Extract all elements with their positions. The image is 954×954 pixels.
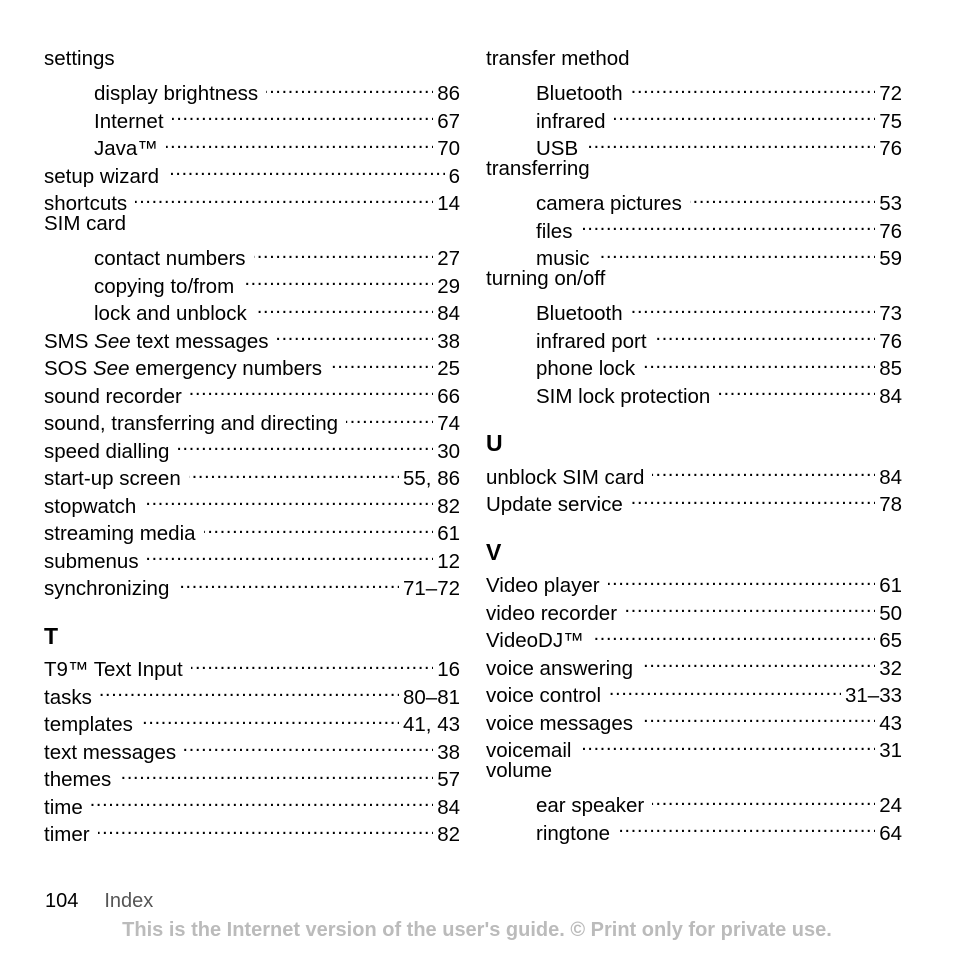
- dot-leader: [586, 128, 875, 156]
- dot-leader: [346, 403, 433, 431]
- page-reference: 71–72: [402, 577, 460, 600]
- term-text: Bluetooth: [536, 302, 623, 325]
- dot-leader: [254, 238, 434, 266]
- index-entry-video-player: [486, 565, 902, 597]
- term-text: start-up screen: [44, 467, 181, 490]
- term-text: copying to/from: [94, 274, 235, 298]
- page-reference: 38: [437, 740, 460, 764]
- dot-leader: [580, 210, 875, 238]
- dot-leader: [614, 100, 876, 128]
- section-letter-v: V: [486, 538, 502, 565]
- dot-leader: [609, 675, 841, 703]
- page-reference: 57: [437, 768, 460, 791]
- index-term: [536, 820, 610, 848]
- index-term: [44, 821, 90, 849]
- dot-leader: [144, 485, 433, 513]
- page-reference: 59: [879, 247, 902, 270]
- term-text: transferring: [486, 157, 590, 180]
- term-text: SIM lock protection: [536, 384, 711, 408]
- page-reference: 6: [448, 164, 460, 188]
- index-subentry-bluetooth: [486, 293, 902, 325]
- dot-leader: [579, 730, 875, 758]
- index-term: [44, 328, 269, 356]
- page-reference: 38: [437, 329, 460, 353]
- dot-leader: [141, 704, 399, 732]
- term-text: setup wizard: [44, 164, 160, 188]
- term-text: files: [536, 219, 573, 243]
- page-reference: 41, 43: [403, 713, 460, 736]
- page-reference: 12: [437, 549, 460, 573]
- see-reference: See: [94, 329, 131, 353]
- page-reference: 67: [437, 109, 460, 133]
- index-term: [44, 575, 169, 603]
- index-term: [486, 45, 630, 73]
- page-number: 104: [45, 890, 79, 912]
- index-term: [44, 45, 115, 73]
- index-term: [44, 794, 83, 822]
- dot-leader: [631, 484, 875, 512]
- term-text: ringtone: [536, 821, 611, 845]
- term-text: USB: [536, 137, 579, 160]
- page-reference: 29: [437, 274, 460, 298]
- index-subentry-camera-pictures: [486, 183, 902, 215]
- index-term: [486, 464, 644, 492]
- page-reference: 55, 86: [403, 467, 460, 490]
- dot-leader: [277, 320, 434, 348]
- page-reference: 25: [437, 357, 460, 380]
- page-reference: 65: [879, 629, 902, 652]
- index-entry-transferring: [486, 155, 902, 183]
- dot-leader: [91, 786, 433, 814]
- page-reference: 84: [879, 465, 902, 489]
- term-text: Internet: [94, 109, 164, 133]
- page-reference: 84: [879, 384, 902, 408]
- index-subentry-ear-speaker: [486, 785, 902, 817]
- page-reference: 30: [437, 439, 460, 463]
- page-reference: 86: [437, 82, 460, 105]
- dot-leader: [190, 375, 433, 403]
- term-text: display brightness: [94, 82, 259, 105]
- page-reference: 61: [879, 574, 902, 597]
- term-text: phone lock: [536, 357, 636, 380]
- page-reference: 70: [437, 137, 460, 160]
- index-entry-settings: [44, 45, 460, 73]
- index-term: [536, 300, 623, 328]
- page-reference: 84: [437, 302, 460, 325]
- term-text: themes: [44, 768, 112, 791]
- term-text: volume: [486, 759, 553, 782]
- index-term: [94, 245, 246, 273]
- section-letter-t: T: [44, 622, 59, 649]
- index-term: [94, 135, 158, 163]
- term-text: shortcuts: [44, 192, 128, 215]
- term-text: infrared: [536, 109, 606, 133]
- term-text: sound recorder: [44, 384, 182, 408]
- index-term: [94, 273, 234, 301]
- term-text: text messages: [44, 740, 177, 764]
- index-term: [536, 218, 572, 246]
- term-text: synchronizing: [44, 577, 170, 600]
- page-reference: 85: [879, 357, 902, 380]
- page-reference: 14: [437, 192, 460, 215]
- dot-leader: [172, 100, 434, 128]
- index-term: [536, 328, 647, 356]
- dot-leader: [625, 592, 875, 620]
- page-reference: 82: [437, 823, 460, 846]
- see-target: emergency numbers: [135, 357, 323, 380]
- index-term: [486, 491, 623, 519]
- index-entry-t9-text-input: [44, 649, 460, 681]
- term-text: ear speaker: [536, 794, 645, 817]
- dot-leader: [330, 348, 433, 376]
- page-reference: 76: [879, 329, 902, 353]
- term-text: lock and unblock: [94, 302, 247, 325]
- page-reference: 53: [879, 192, 902, 215]
- section-name: Index: [104, 890, 154, 912]
- dot-leader: [167, 155, 445, 183]
- page-reference: 74: [437, 412, 460, 435]
- term-text: sound, transferring and directing: [44, 412, 339, 435]
- dot-leader: [690, 183, 875, 211]
- term-text: infrared port: [536, 329, 647, 353]
- term-text: voice messages: [486, 711, 633, 735]
- dot-leader: [652, 785, 875, 813]
- index-term: [486, 682, 601, 710]
- page-reference: 75: [879, 109, 902, 133]
- index-term: [94, 108, 164, 136]
- index-term: [486, 155, 590, 183]
- dot-leader: [135, 183, 433, 211]
- page-reference: 31–33: [844, 684, 902, 707]
- dot-leader: [191, 649, 434, 677]
- term-text: settings: [44, 47, 115, 70]
- dot-leader: [631, 73, 876, 101]
- dot-leader: [718, 375, 875, 403]
- page-reference: 73: [879, 302, 902, 325]
- term-text: time: [44, 795, 83, 819]
- dot-leader: [255, 293, 433, 321]
- page-reference: 72: [879, 82, 902, 105]
- term-text: SMS: [44, 329, 89, 353]
- index-term: [536, 80, 623, 108]
- index-entry-unblock-sim-card: [486, 456, 902, 489]
- term-text: Video player: [486, 574, 600, 597]
- page-reference: 31: [879, 739, 902, 762]
- index-entry-timer: [44, 814, 460, 846]
- term-text: templates: [44, 713, 133, 736]
- page-reference: 43: [879, 711, 902, 735]
- dot-leader: [184, 731, 433, 759]
- index-entry-volume: [486, 757, 902, 785]
- index-entry-time: [44, 786, 460, 819]
- term-text: camera pictures: [536, 192, 682, 215]
- term-text: T9™ Text Input: [44, 658, 183, 681]
- term-text: VideoDJ™: [486, 629, 584, 652]
- term-text: voicemail: [486, 739, 572, 762]
- term-text: contact numbers: [94, 247, 246, 270]
- dot-leader: [177, 568, 399, 596]
- index-column-left: [44, 45, 460, 846]
- page-reference: 61: [437, 522, 460, 545]
- index-term: [94, 300, 247, 328]
- index-term: [44, 548, 139, 576]
- term-text: tasks: [44, 685, 92, 709]
- term-text: Bluetooth: [536, 82, 623, 105]
- index-term: [486, 757, 552, 785]
- index-term: [536, 355, 635, 383]
- page-reference: 24: [879, 794, 902, 817]
- dot-leader: [242, 265, 433, 293]
- page-reference: 27: [437, 247, 460, 270]
- dot-leader: [655, 320, 876, 348]
- dot-leader: [643, 348, 875, 376]
- see-reference: See: [93, 357, 130, 380]
- dot-leader: [618, 812, 875, 840]
- dot-leader: [100, 676, 399, 704]
- dot-leader: [641, 702, 875, 730]
- dot-leader: [177, 430, 433, 458]
- page-reference: 50: [879, 601, 902, 625]
- see-target: text messages: [136, 329, 269, 353]
- term-text: SIM card: [44, 212, 127, 235]
- term-text: Update service: [486, 493, 623, 516]
- index-term: [536, 383, 710, 411]
- index-subentry-contact-numbers: [44, 238, 460, 270]
- dot-leader: [98, 814, 434, 842]
- index-term: [44, 383, 182, 411]
- index-entry-templates: [44, 704, 460, 736]
- dot-leader: [631, 293, 876, 321]
- index-subentry-display-brightness: [44, 73, 460, 105]
- term-text: unblock SIM card: [486, 465, 645, 489]
- section-letter-u: U: [486, 430, 503, 456]
- term-text: stopwatch: [44, 494, 137, 518]
- term-text: SOS: [44, 357, 88, 380]
- dot-leader: [592, 620, 876, 648]
- page-reference: 64: [879, 821, 902, 845]
- dot-leader: [652, 456, 875, 484]
- page-reference: 78: [879, 493, 902, 516]
- term-text: Java™: [94, 137, 158, 160]
- term-text: voice control: [486, 684, 602, 707]
- term-text: music: [536, 247, 590, 270]
- index-entry-sim-card: [44, 210, 460, 238]
- term-text: turning on/off: [486, 267, 606, 290]
- dot-leader: [119, 759, 433, 787]
- term-text: submenus: [44, 549, 139, 573]
- term-text: timer: [44, 823, 90, 846]
- page-reference: 82: [437, 494, 460, 518]
- page-reference: 76: [879, 219, 902, 243]
- dot-leader: [189, 458, 399, 486]
- page-reference: 16: [437, 658, 460, 681]
- term-text: speed dialling: [44, 439, 170, 463]
- index-term: [44, 711, 133, 739]
- index-term: [44, 210, 126, 238]
- index-entry-turning-on-off: [486, 265, 902, 293]
- page-reference: 32: [879, 656, 902, 680]
- page-reference: 76: [879, 137, 902, 160]
- dot-leader: [641, 647, 875, 675]
- index-term: [44, 438, 169, 466]
- dot-leader: [608, 565, 876, 593]
- index-term: [486, 572, 600, 600]
- dot-leader: [166, 128, 433, 156]
- page-reference: 80–81: [402, 685, 460, 709]
- page-reference: 84: [437, 795, 460, 819]
- term-text: streaming media: [44, 522, 196, 545]
- dot-leader: [266, 73, 433, 101]
- index-subentry-bluetooth: [486, 73, 902, 105]
- term-text: video recorder: [486, 601, 618, 625]
- index-term: [486, 265, 605, 293]
- page-reference: 66: [437, 384, 460, 408]
- internet-version-notice: This is the Internet version of the user's guide. © Print only for private use.: [122, 919, 832, 941]
- dot-leader: [147, 540, 434, 568]
- index-term: [44, 684, 92, 712]
- dot-leader: [204, 513, 434, 541]
- page-footer: [45, 890, 153, 913]
- index-entry-tasks: [44, 676, 460, 709]
- term-text: voice answering: [486, 656, 633, 680]
- dot-leader: [598, 238, 876, 266]
- term-text: transfer method: [486, 47, 630, 70]
- index-term: [486, 627, 584, 655]
- index-entry-transfer-method: [486, 45, 902, 73]
- index-term: [44, 493, 136, 521]
- index-column-right: [486, 45, 902, 845]
